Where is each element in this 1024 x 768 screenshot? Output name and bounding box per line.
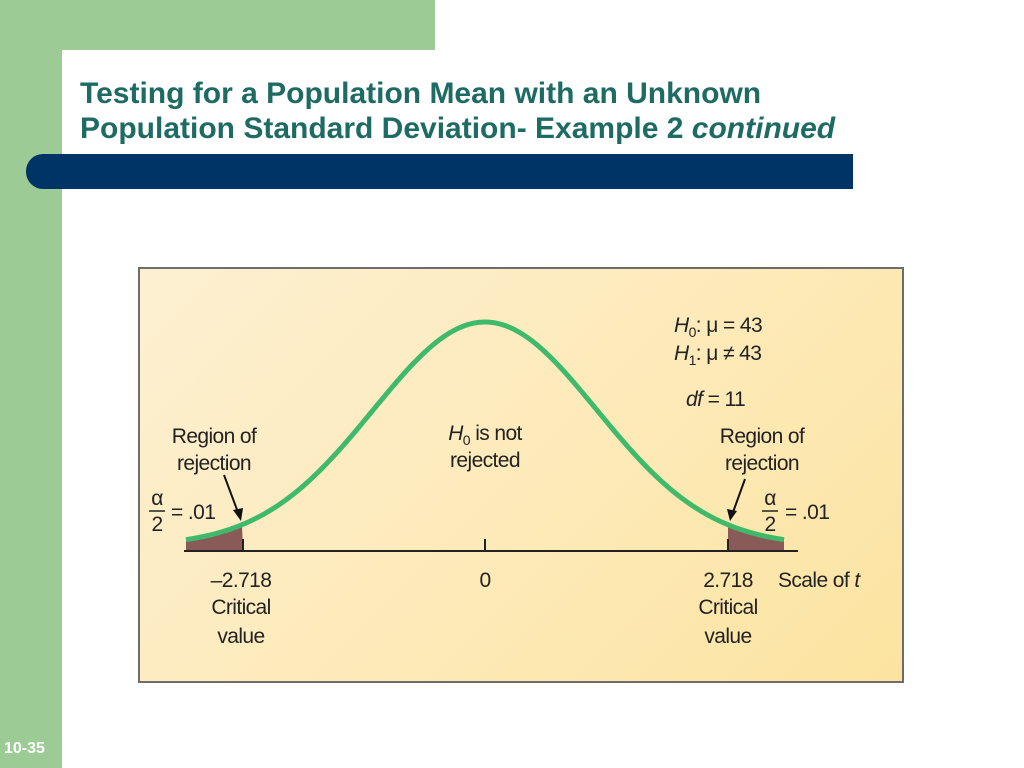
- left-region-label-line2: rejection: [177, 452, 251, 475]
- svg-text:2: 2: [151, 513, 163, 536]
- svg-text:= .01: = .01: [785, 501, 830, 524]
- svg-text:= .01: = .01: [171, 501, 216, 524]
- left-critical-value: –2.718: [210, 569, 272, 592]
- left-green-sidebar: [0, 0, 62, 768]
- slide-number: 10-35: [4, 740, 45, 757]
- title-line-2-text: Population Standard Deviation- Example 2: [80, 112, 684, 145]
- left-critical-label-line2: value: [217, 625, 265, 648]
- svg-text:α: α: [151, 487, 163, 510]
- left-critical-label-line1: Critical: [211, 596, 271, 619]
- right-critical-value: 2.718: [703, 569, 753, 592]
- right-arrow: [727, 479, 745, 521]
- right-critical-label-line2: value: [704, 625, 752, 648]
- h1-hypothesis: $H_1$: μ ≠ 43: [674, 342, 762, 368]
- title-line-2: [80, 111, 980, 146]
- title-continued: continued: [691, 112, 836, 145]
- right-region-label-line2: rejection: [725, 452, 799, 475]
- right-alpha-half: [762, 487, 829, 536]
- top-green-block: [0, 0, 435, 50]
- svg-text:α: α: [764, 487, 776, 510]
- left-arrow: [224, 475, 243, 521]
- center-label-line1: $H_0$ is not: [448, 422, 522, 448]
- left-region-label-line1: Region of: [171, 425, 257, 448]
- title-line-1: Testing for a Population Mean with an Unknown: [80, 77, 762, 110]
- t-distribution-figure: [138, 267, 904, 683]
- center-label-line2: rejected: [450, 449, 520, 472]
- h0-hypothesis: $H_0$: μ = 43: [674, 314, 763, 340]
- right-region-label-line1: Region of: [719, 425, 805, 448]
- scale-of-t-label: Scale of t: [778, 569, 860, 592]
- title-underline-bar: [26, 154, 853, 189]
- right-critical-label-line1: Critical: [698, 596, 758, 619]
- svg-text:2: 2: [764, 513, 776, 536]
- slide-title: [80, 76, 980, 146]
- left-alpha-half: [149, 487, 215, 536]
- t-distribution-svg: [140, 269, 902, 681]
- degrees-of-freedom: df = 11: [686, 388, 746, 411]
- center-tick-label: 0: [479, 569, 491, 592]
